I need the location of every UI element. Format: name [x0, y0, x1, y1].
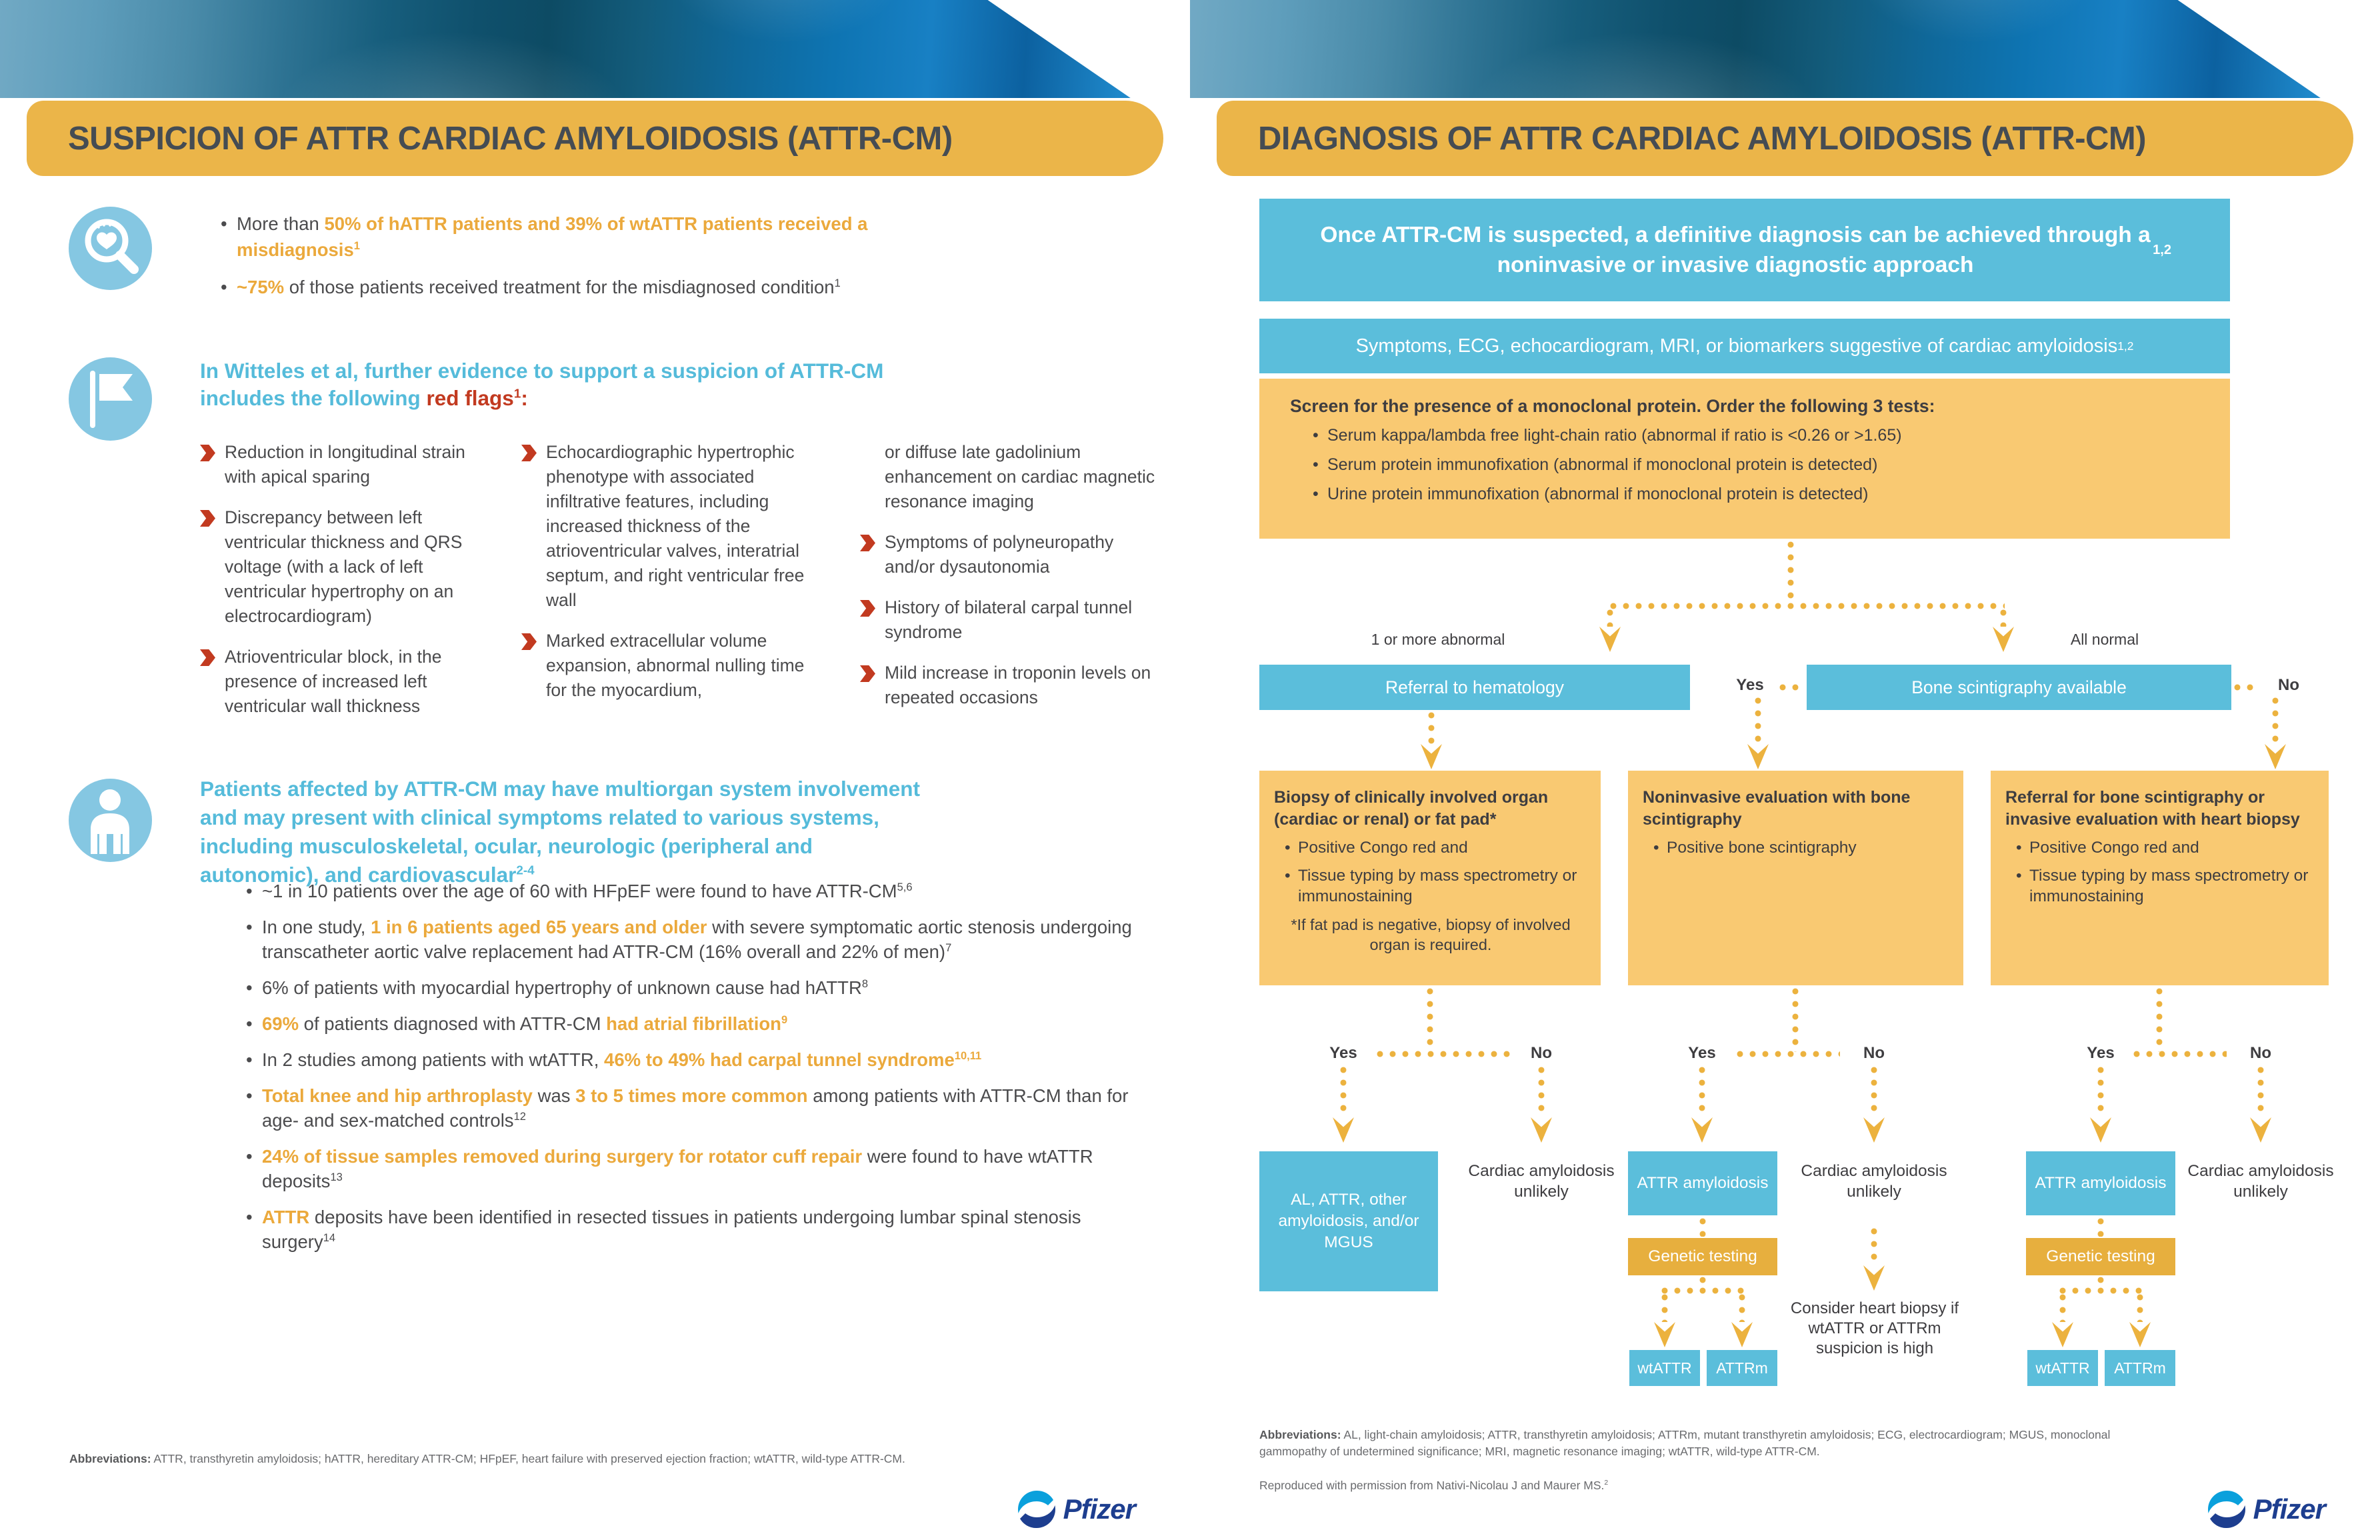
dotted-connector: [1661, 1294, 1668, 1322]
genetic-testing-box: Genetic testing: [1628, 1238, 1777, 1275]
red-flag-icon: [200, 510, 215, 527]
flag-icon: [69, 357, 152, 441]
multiorgan-heading: Patients affected by ATTR-CM may have multiorgan system involvement and may present with clinical symptoms related to various systems, including musculoskeletal, ocular, neurologic (peripheral and autonomic), and cardiovascular$^{2-4}$: [200, 777, 921, 887]
bullet-text: Positive bone scintigraphy: [1667, 839, 1857, 857]
bullet-text: More than 50% of hATTR patients and 39% of wtATTR patients received a misdiagnosis$^1$: [237, 213, 868, 260]
hero-photo: [1190, 0, 2380, 98]
box-title: Biopsy of clinically involved organ (cardiac or renal) or fat pad*: [1274, 788, 1549, 829]
red-flag-text: History of bilateral carpal tunnel syndrome: [885, 597, 1133, 642]
red-flag-item: [860, 530, 1160, 579]
red-flag-text: Echocardiographic hypertrophic phenotype with associated infiltrative features, including increased thickness of the atrioventricular valves, interatrial septum, and right ventricular free wall: [546, 442, 805, 610]
bone-scintigraphy-available-box: Bone scintigraphy available: [1807, 665, 2231, 710]
arrow-down-icon: [2129, 1322, 2151, 1347]
dotted-connector: [2137, 1294, 2143, 1322]
dotted-connector: [1699, 1218, 1706, 1237]
list-item: [218, 211, 965, 263]
box-bullet: [2015, 865, 2315, 907]
red-flag-item: [200, 645, 480, 719]
referral-scintigraphy-box: [1991, 771, 2329, 985]
dotted-connector: [2133, 1051, 2227, 1057]
dotted-connector: [1427, 988, 1433, 1052]
red-flag-item: [860, 595, 1160, 645]
page-diagnosis: [1190, 0, 2380, 1540]
box-bullets: [2015, 837, 2315, 907]
dotted-connector: [1699, 1067, 1705, 1117]
result-al-box: AL, ATTR, other amyloidosis, and/or MGUS: [1259, 1151, 1438, 1291]
dotted-connector: [2059, 1287, 2142, 1294]
stat-item: [243, 1205, 1140, 1254]
dotted-connector: [2257, 1067, 2264, 1117]
no-label: No: [1531, 1044, 1552, 1062]
fat-pad-footnote: *If fat pad is negative, biopsy of involved organ is required.: [1291, 916, 1571, 953]
no-label: No: [2278, 676, 2299, 694]
pfizer-logo: [2205, 1488, 2325, 1531]
dotted-connector: [2097, 1218, 2104, 1237]
dotted-connector: [1607, 609, 1613, 627]
stat-text: ~1 in 10 patients over the age of 60 with HFpEF were found to have ATTR-CM$^{5,6}$: [262, 881, 913, 901]
dotted-connector: [1610, 603, 2005, 609]
pfizer-wordmark: Pfizer: [2253, 1493, 2325, 1525]
intro-statement: Once ATTR-CM is suspected, a definitive diagnosis can be achieved through a noninvasive or invasive diagnostic approach 1,2: [1259, 199, 2230, 301]
result-unlikely-text: Cardiac amyloidosis unlikely: [1801, 1162, 1947, 1201]
bullet-text: Tissue typing by mass spectrometry or immunostaining: [2029, 867, 2309, 905]
arrow-down-icon: [2265, 744, 2286, 769]
page-title: SUSPICION OF ATTR CARDIAC AMYLOIDOSIS (ATTR-CM): [68, 120, 953, 157]
red-flags-column-2: [521, 440, 818, 719]
no-label: No: [1863, 1044, 1885, 1062]
yes-label: Yes: [1329, 1044, 1357, 1062]
referral-hematology-box: Referral to hematology: [1259, 665, 1690, 710]
red-flag-text: Marked extracellular volume expansion, abnormal nulling time for the myocardium,: [546, 631, 805, 700]
red-flag-icon: [860, 535, 875, 551]
red-flag-text: Symptoms of polyneuropathy and/or dysautonomia: [885, 532, 1114, 577]
misdiagnosis-bullets: [218, 211, 965, 311]
arrow-down-icon: [2090, 1117, 2111, 1143]
red-flag-text: Discrepancy between left ventricular thickness and QRS voltage (with a lack of left ventricular hypertrophy on an electrocardiogram): [225, 507, 463, 626]
red-flag-item: [860, 440, 1160, 514]
red-flag-item: [860, 661, 1160, 710]
stat-item: [243, 1083, 1140, 1133]
dotted-connector: [1377, 1051, 1510, 1057]
stat-item: [243, 915, 1140, 964]
stat-item: [243, 1144, 1140, 1193]
yes-label: Yes: [2087, 1044, 2115, 1062]
list-item: [218, 274, 965, 300]
noninvasive-box: [1628, 771, 1963, 985]
abbreviations: Abbreviations: AL, light-chain amyloidosis; ATTR, transthyretin amyloidosis; ATTRm, mutant transthyretin amyloidosis; ECG, electrocardiogram; MGUS, monoclonal gammopathy of undetermined significance; MRI, magnetic resonance imaging; wtATTR, wild-type ATTR-CM.: [1259, 1428, 2111, 1458]
red-flag-icon: [200, 649, 215, 666]
stat-text: Total knee and hip arthroplasty was 3 to 5 times more common among patients with ATTR-CM than for age- and sex-matched controls$^{12}$: [262, 1085, 1129, 1131]
screen-bullet: [1310, 455, 2210, 475]
box-bullet: [1283, 865, 1587, 907]
stat-text: 69% of patients diagnosed with ATTR-CM had atrial fibrillation$^9$: [262, 1013, 788, 1034]
arrow-down-icon: [1531, 1117, 1552, 1143]
dotted-connector: [1538, 1067, 1545, 1117]
consider-biopsy-text: Consider heart biopsy if wtATTR or ATTRm suspicion is high: [1790, 1299, 1959, 1357]
dotted-connector: [1871, 1228, 1877, 1265]
box-title: Noninvasive evaluation with bone scintigraphy: [1643, 788, 1911, 829]
dotted-connector: [1779, 684, 1805, 691]
red-flag-icon: [860, 665, 875, 682]
genetic-testing-box: Genetic testing: [2026, 1238, 2175, 1275]
result-unlikely-text: Cardiac amyloidosis unlikely: [2187, 1162, 2334, 1201]
dotted-connector: [2234, 684, 2259, 691]
stat-item: [243, 1011, 1140, 1036]
page-title: DIAGNOSIS OF ATTR CARDIAC AMYLOIDOSIS (ATTR-CM): [1258, 120, 2147, 157]
screen-tests-box: [1259, 379, 2230, 539]
red-flags-column-1: [200, 440, 480, 735]
pfizer-logo: [1015, 1488, 1135, 1531]
pfizer-wordmark: Pfizer: [1063, 1493, 1135, 1525]
reproduced-credit: Reproduced with permission from Nativi-Nicolau J and Maurer MS.$^2$: [1259, 1479, 1609, 1492]
box-bullet: [1652, 837, 1950, 858]
bullet-text: Positive Congo red and: [1298, 839, 1468, 857]
dotted-connector: [2000, 609, 2007, 627]
screen-bullets: [1310, 426, 2210, 504]
result-unlikely-text: Cardiac amyloidosis unlikely: [1468, 1162, 1615, 1201]
arrow-down-icon: [1863, 1117, 1885, 1143]
stat-text: In 2 studies among patients with wtATTR, 46% to 49% had carpal tunnel syndrome$^{10,11}$: [262, 1049, 982, 1070]
arrow-down-icon: [2052, 1322, 2073, 1347]
red-flag-icon: [200, 445, 215, 461]
dotted-connector: [1737, 1051, 1840, 1057]
arrow-down-icon: [1654, 1322, 1675, 1347]
red-flag-icon: [521, 633, 537, 650]
arrow-down-icon: [1421, 744, 1442, 769]
result-attr-box: ATTR amyloidosis: [2026, 1151, 2175, 1215]
red-flag-icon: [521, 445, 537, 461]
red-flags-column-3: [860, 440, 1160, 726]
yes-label: Yes: [1736, 676, 1764, 694]
branch-label-abnormal: 1 or more abnormal: [1371, 631, 1505, 648]
red-flag-icon: [860, 600, 875, 617]
stat-text: ATTR deposits have been identified in resected tissues in patients undergoing lumbar spinal stenosis surgery$^{14}$: [262, 1207, 1081, 1252]
screen-bullet: [1310, 426, 2210, 445]
dotted-connector: [1428, 712, 1435, 744]
dotted-connector: [1739, 1294, 1745, 1322]
red-flag-item: [200, 440, 480, 489]
dotted-connector: [1787, 541, 1794, 603]
red-flag-item: [521, 440, 818, 613]
box-bullets: [1652, 837, 1950, 858]
bullet-text: ~75% of those patients received treatment for the misdiagnosed condition$^1$: [237, 277, 841, 297]
biopsy-box: [1259, 771, 1601, 985]
attrm-box: ATTRm: [1707, 1350, 1777, 1386]
symptoms-bar: Symptoms, ECG, echocardiogram, MRI, or biomarkers suggestive of cardiac amyloidosis 1,2: [1259, 319, 2230, 373]
box-bullets: [1283, 837, 1587, 907]
red-flag-item: [200, 505, 480, 629]
magnifier-heart-icon: [69, 207, 152, 290]
attrm-box: ATTRm: [2105, 1350, 2175, 1386]
page-title-banner: [27, 101, 1163, 176]
box-bullet: [1283, 837, 1587, 858]
wtattr-box: wtATTR: [2027, 1350, 2098, 1386]
dotted-connector: [1340, 1067, 1347, 1117]
red-flag-text: or diffuse late gadolinium enhancement on cardiac magnetic resonance imaging: [885, 442, 1155, 511]
box-bullet: [2015, 837, 2315, 858]
red-flag-text: Atrioventricular block, in the presence of increased left ventricular wall thickness: [225, 647, 442, 716]
page-title-banner: [1217, 101, 2353, 176]
dotted-connector: [1871, 1067, 1877, 1117]
bullet-text: Urine protein immunofixation (abnormal if monoclonal protein is detected): [1327, 485, 1869, 503]
arrow-down-icon: [1863, 1265, 1885, 1291]
pfizer-swoosh-icon: [1015, 1488, 1058, 1531]
stat-text: 24% of tissue samples removed during surgery for rotator cuff repair were found to have wtATTR deposits$^{13}$: [262, 1146, 1093, 1191]
abbreviations: Abbreviations: ATTR, transthyretin amyloidosis; hATTR, hereditary ATTR-CM; HFpEF, heart failure with preserved ejection fraction; wtATTR, wild-type ATTR-CM.: [69, 1452, 905, 1465]
red-flag-text: Mild increase in troponin levels on repeated occasions: [885, 663, 1151, 707]
red-flag-text: Reduction in longitudinal strain with apical sparing: [225, 442, 465, 487]
stat-item: [243, 1047, 1140, 1072]
box-title: Referral for bone scintigraphy or invasive evaluation with heart biopsy: [2005, 788, 2300, 829]
red-flag-item: [521, 629, 818, 703]
red-flags-heading: In Witteles et al, further evidence to support a suspicion of ATTR-CM includes the following red flags$^1$:: [200, 359, 884, 410]
person-icon: [69, 779, 152, 862]
stats-list: [243, 879, 1140, 1265]
arrow-down-icon: [2250, 1117, 2271, 1143]
screen-heading: Screen for the presence of a monoclonal protein. Order the following 3 tests:: [1290, 396, 1935, 416]
bullet-text: Serum protein immunofixation (abnormal if monoclonal protein is detected): [1327, 455, 1878, 474]
dotted-connector: [2097, 1067, 2104, 1117]
bullet-text: Tissue typing by mass spectrometry or immunostaining: [1298, 867, 1577, 905]
pfizer-swoosh-icon: [2205, 1488, 2248, 1531]
bullet-text: Positive Congo red and: [2029, 839, 2199, 857]
stat-item: [243, 879, 1140, 903]
stat-item: [243, 975, 1140, 1000]
no-label: No: [2250, 1044, 2271, 1062]
dotted-connector: [1755, 697, 1761, 744]
dotted-connector: [1792, 988, 1799, 1052]
arrow-down-icon: [1731, 1322, 1753, 1347]
arrow-down-icon: [1599, 627, 1621, 652]
arrow-down-icon: [1691, 1117, 1713, 1143]
stat-text: 6% of patients with myocardial hypertrophy of unknown cause had hATTR$^8$: [262, 977, 869, 998]
dotted-connector: [2272, 697, 2279, 744]
arrow-down-icon: [1747, 744, 1769, 769]
bullet-text: Serum kappa/lambda free light-chain ratio (abnormal if ratio is <0.26 or >1.65): [1327, 426, 1902, 445]
screen-bullet: [1310, 485, 2210, 504]
arrow-down-icon: [1333, 1117, 1354, 1143]
dotted-connector: [1661, 1287, 1744, 1294]
dotted-connector: [2059, 1294, 2066, 1322]
wtattr-box: wtATTR: [1629, 1350, 1700, 1386]
branch-label-normal: All normal: [2070, 631, 2139, 648]
yes-label: Yes: [1688, 1044, 1716, 1062]
hero-photo: [0, 0, 1190, 98]
stat-text: In one study, 1 in 6 patients aged 65 years and older with severe symptomatic aortic stenosis undergoing transcatheter aortic valve replacement had ATTR-CM (16% overall and 22% of men)$^7$: [262, 917, 1132, 962]
result-attr-box: ATTR amyloidosis: [1628, 1151, 1777, 1215]
dotted-connector: [2156, 988, 2163, 1052]
